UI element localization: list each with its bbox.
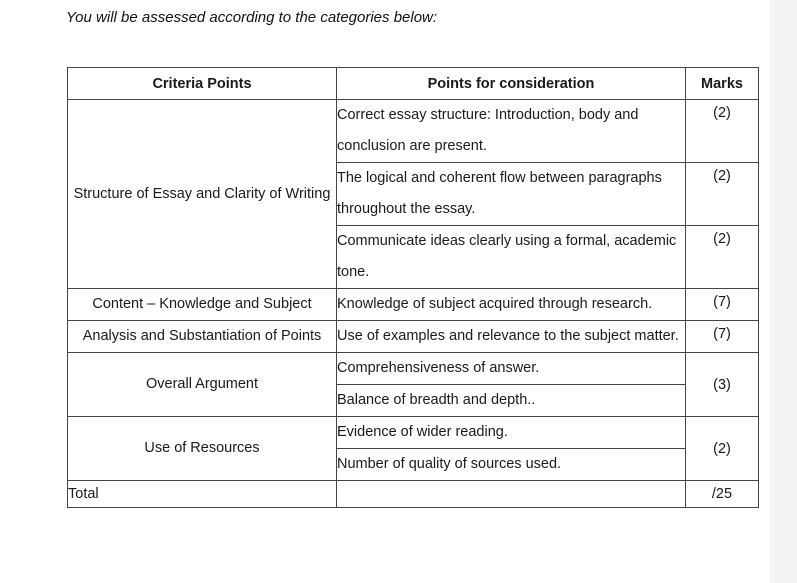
total-row bbox=[68, 481, 759, 508]
header-marks: Marks bbox=[686, 68, 759, 100]
header-criteria: Criteria Points bbox=[68, 68, 337, 100]
point-cell: Knowledge of subject acquired through research. bbox=[337, 289, 686, 321]
table-row bbox=[68, 321, 759, 353]
mark-cell: (2) bbox=[686, 226, 759, 289]
point-cell: Correct essay structure: Introduction, body and conclusion are present. bbox=[337, 100, 686, 163]
total-mark: /25 bbox=[686, 481, 759, 508]
total-blank-cell bbox=[337, 481, 686, 508]
assessment-rubric-table bbox=[67, 67, 759, 508]
total-label: Total bbox=[68, 481, 337, 508]
table-row bbox=[68, 289, 759, 321]
point-cell: Comprehensiveness of answer. bbox=[337, 353, 686, 385]
point-cell: Evidence of wider reading. bbox=[337, 417, 686, 449]
criteria-cell: Structure of Essay and Clarity of Writing bbox=[68, 100, 337, 289]
point-cell: Balance of breadth and depth.. bbox=[337, 385, 686, 417]
intro-text: You will be assessed according to the categories below: bbox=[66, 9, 438, 26]
table-row bbox=[68, 353, 759, 385]
mark-cell: (2) bbox=[686, 163, 759, 226]
point-cell: Number of quality of sources used. bbox=[337, 449, 686, 481]
table-row bbox=[68, 417, 759, 449]
point-cell: Use of examples and relevance to the subject matter. bbox=[337, 321, 686, 353]
point-cell: The logical and coherent flow between paragraphs throughout the essay. bbox=[337, 163, 686, 226]
mark-cell: (3) bbox=[686, 353, 759, 417]
criteria-cell: Use of Resources bbox=[68, 417, 337, 481]
point-cell: Communicate ideas clearly using a formal, academic tone. bbox=[337, 226, 686, 289]
table-row bbox=[68, 100, 759, 163]
table-header-row bbox=[68, 68, 759, 100]
criteria-cell: Content – Knowledge and Subject bbox=[68, 289, 337, 321]
header-points: Points for consideration bbox=[337, 68, 686, 100]
mark-cell: (2) bbox=[686, 417, 759, 481]
criteria-cell: Overall Argument bbox=[68, 353, 337, 417]
mark-cell: (2) bbox=[686, 100, 759, 163]
mark-cell: (7) bbox=[686, 321, 759, 353]
criteria-cell: Analysis and Substantiation of Points bbox=[68, 321, 337, 353]
mark-cell: (7) bbox=[686, 289, 759, 321]
